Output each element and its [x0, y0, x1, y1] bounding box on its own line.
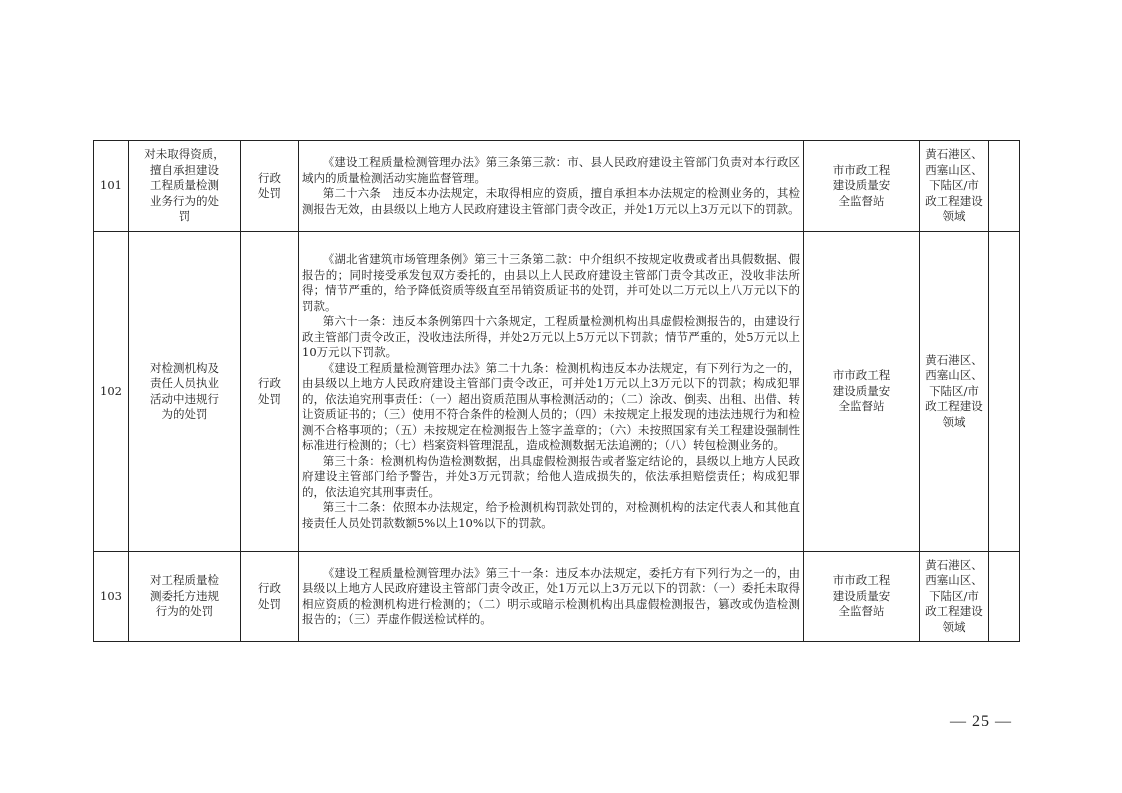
item-name: 对工程质量检 测委托方违规 行为的处罚 — [150, 573, 219, 619]
item-name: 对检测机构及 责任人员执业 活动中违规行 为的处罚 — [150, 360, 219, 421]
table-row — [94, 232, 1020, 552]
power-type: 行政 处罚 — [258, 170, 281, 200]
jurisdiction: 黄石港区、 西塞山区、 下陆区/市 政工程建设 领域 — [925, 557, 983, 634]
legal-basis-paragraph: 《建设工程质量检测管理办法》第三条第三款：市、县人民政府建设主管部门负责对本行政区域内的质量检测活动实施监督管理。 — [302, 155, 800, 185]
legal-basis-paragraph: 《建设工程质量检测管理办法》第三十一条：违反本办法规定，委托方有下列行为之一的，由县级以上地方人民政府建设主管部门责令改正，处1万元以上3万元以下的罚款：（一）委托未取得相应资质的检测机构进行检测的；（二）明示或暗示检测机构出具虚假检测报告，篡改或伪造检测报告的；（三）弄虚作假送检试样的。 — [302, 565, 800, 626]
jurisdiction-cell — [920, 552, 989, 642]
department-cell — [804, 141, 920, 232]
jurisdiction: 黄石港区、 西塞山区、 下陆区/市 政工程建设 领域 — [925, 352, 983, 429]
department-cell — [804, 232, 920, 552]
table-row — [94, 552, 1020, 642]
table-row — [94, 141, 1020, 232]
penalty-table — [93, 140, 1020, 642]
item-name-cell — [129, 552, 241, 642]
jurisdiction-cell — [920, 141, 989, 232]
item-name-cell — [129, 232, 241, 552]
legal-basis-cell — [299, 232, 804, 552]
item-name: 对未取得资质， 擅自承担建设 工程质量检测 业务行为的处 罚 — [144, 147, 225, 224]
legal-basis-paragraph: 第三十条：检测机构伪造检测数据，出具虚假检测报告或者鉴定结论的，县级以上地方人民政府建设主管部门给予警告，并处3万元罚款；给他人造成损失的，依法承担赔偿责任；构成犯罪的，依法追究其刑事责任。 — [302, 453, 800, 499]
legal-basis-paragraph: 第三十二条：依照本办法规定，给予检测机构罚款处罚的，对检测机构的法定代表人和其他直接责任人员处罚款数额5%以上10%以下的罚款。 — [302, 500, 800, 530]
page-number: — 25 — — [950, 713, 1012, 730]
legal-basis-paragraph: 第二十六条 违反本办法规定，未取得相应的资质，擅自承担本办法规定的检测业务的，其检测报告无效，由县级以上地方人民政府建设主管部门责令改正，并处1万元以上3万元以下的罚款。 — [302, 186, 800, 216]
legal-basis-paragraph: 第六十一条：违反本条例第四十六条规定，工程质量检测机构出具虚假检测报告的，由建设行政主管部门责令改正，没收违法所得，并处2万元以上5万元以下罚款；情节严重的，处5万元以上10万元以下罚款。 — [302, 314, 800, 359]
legal-basis-paragraph: 《湖北省建筑市场管理条例》第三十三条第二款：中介组织不按规定收费或者出具假数据、假报告的；同时接受承发包双方委托的，由县以上人民政府建设主管部门责令其改正，没收非法所得；情节严重的，给予降低资质等级直至吊销资质证书的处罚，并可处以二万元以上八万元以下的罚款。 — [302, 252, 800, 313]
power-type-cell — [241, 141, 299, 232]
item-name-cell — [129, 141, 241, 232]
row-number: 102 — [94, 232, 129, 552]
department: 市市政工程 建设质量安 全监督站 — [832, 162, 891, 208]
row-number: 103 — [94, 552, 129, 642]
department: 市市政工程 建设质量安 全监督站 — [832, 573, 891, 619]
power-type-cell — [241, 232, 299, 552]
legal-basis-paragraph: 《建设工程质量检测管理办法》第二十九条：检测机构违反本办法规定，有下列行为之一的，由县级以上地方人民政府建设主管部门责令改正，可并处1万元以上3万元以下的罚款；构成犯罪的，依法追究刑事责任：（一）超出资质范围从事检测活动的；（二）涂改、倒卖、出租、出借、转让资质证书的；（三）使用不符合条件的检测人员的；（四）未按规定上报发现的违法违规行为和检测不合格事项的；（五）未按规定在检测报告上签字盖章的；（六）未按照国家有关工程建设强制性标准进行检测的；（七）档案资料管理混乱，造成检测数据无法追溯的；（八）转包检测业务的。 — [302, 360, 800, 452]
legal-basis-cell — [299, 552, 804, 642]
remarks-cell — [989, 141, 1020, 232]
remarks-cell — [989, 232, 1020, 552]
legal-basis-cell — [299, 141, 804, 232]
department-cell — [804, 552, 920, 642]
power-type: 行政 处罚 — [258, 581, 281, 611]
row-number: 101 — [94, 141, 129, 232]
department: 市市政工程 建设质量安 全监督站 — [832, 368, 891, 414]
jurisdiction: 黄石港区、 西塞山区、 下陆区/市 政工程建设 领域 — [925, 147, 983, 224]
remarks-cell — [989, 552, 1020, 642]
jurisdiction-cell — [920, 232, 989, 552]
power-type: 行政 处罚 — [258, 376, 281, 406]
power-type-cell — [241, 552, 299, 642]
